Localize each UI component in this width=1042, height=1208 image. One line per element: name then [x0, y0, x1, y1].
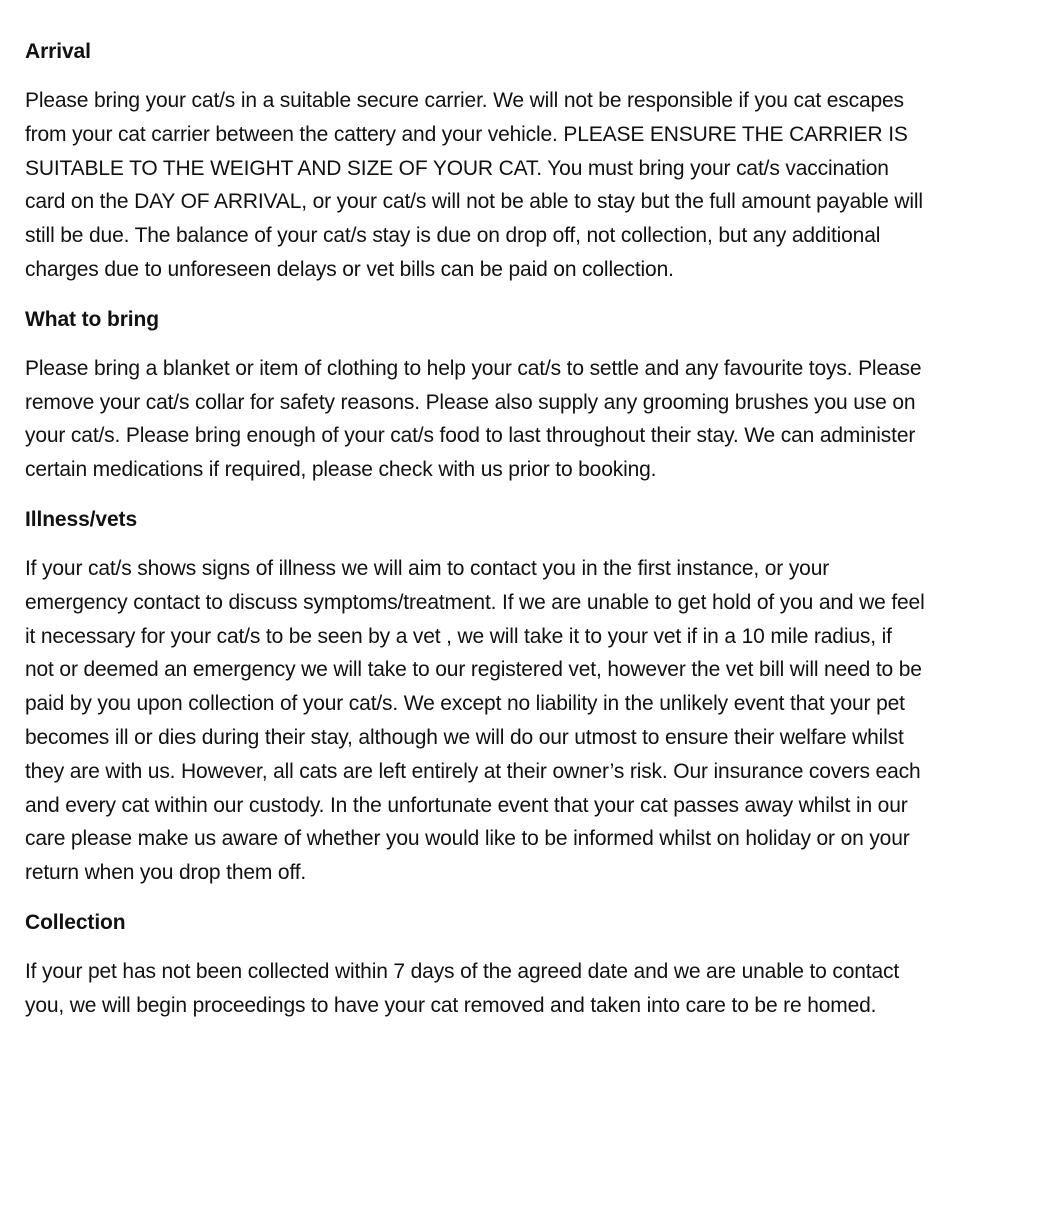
- section-body: If your pet has not been collected within 7 days of the agreed date and we are unable to contact you, we will begin proceedings to have your cat removed and taken into care to be re homed.: [25, 959, 900, 1017]
- section-body: Please bring a blanket or item of clothing to help your cat/s to settle and any favourite toys. Please remove your cat/s collar for safety reasons. Please also supply any grooming brushes you use on your cat/s. Please bring enough of your cat/s food to last throughout their stay. We can administer certain medications if required, please check with us prior to booking.: [25, 356, 922, 482]
- section-what-to-bring: [25, 303, 925, 487]
- section-arrival: [25, 35, 925, 287]
- section-heading: Illness/vets: [25, 507, 138, 531]
- section-heading: Collection: [25, 910, 126, 934]
- section-collection: [25, 906, 925, 1023]
- section-heading: Arrival: [25, 40, 91, 63]
- section-body: Please bring your cat/s in a suitable secure carrier. We will not be responsible if you cat escapes from your cat carrier between the cattery and your vehicle. PLEASE ENSURE THE CARRIER IS SUITABLE TO THE WEIGHT AND SIZE OF YOUR CAT. You must bring your cat/s vaccination card on the DAY OF ARRIVAL, or your cat/s will not be able to stay but the full amount payable will still be due. The balance of your cat/s stay is due on drop off, not collection, but any additional charges due to unforeseen delays or vet bills can be paid on collection.: [25, 89, 923, 281]
- section-illness-vets: [25, 503, 925, 890]
- section-heading: What to bring: [25, 307, 160, 331]
- section-body: If your cat/s shows signs of illness we will aim to contact you in the first instance, or your emergency contact to discuss symptoms/treatment. If we are unable to get hold of you and we feel it necessary for your cat/s to be seen by a vet , we will take it to your vet if in a 10 mile radius, if not or deemed an emergency we will take to our registered vet, however the vet bill will need to be paid by you upon collection of your cat/s. We except no liability in the unlikely event that your pet becomes ill or dies during their stay, although we will do our utmost to ensure their welfare whilst they are with us. However, all cats are left entirely at their owner’s risk. Our insurance covers each and every cat within our custody. In the unfortunate event that your cat passes away whilst in our care please make us aware of whether you would like to be informed whilst on holiday or on your return when you drop them off.: [25, 556, 925, 885]
